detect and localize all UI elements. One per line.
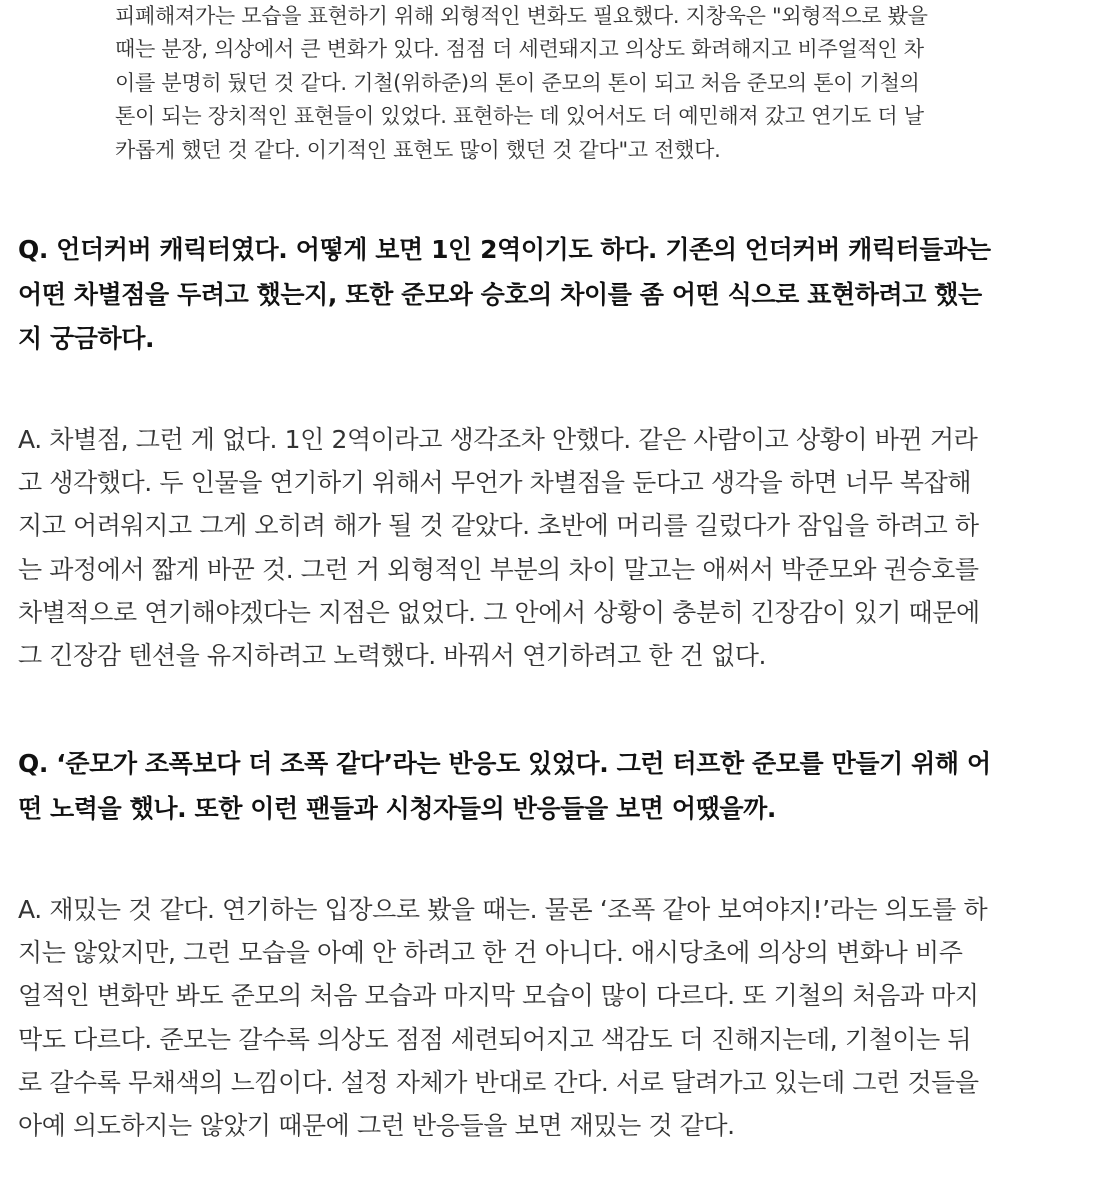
answer-line: 차별적으로 연기해야겠다는 지점은 없었다. 그 안에서 상황이 충분히 긴장감이 있기 때문에 [18, 597, 980, 627]
quote-line: 톤이 되는 장치적인 표현들이 있었다. 표현하는 데 있어서도 더 예민해져 갔고 연기도 더 날 [115, 104, 924, 129]
answer-line: 그 긴장감 텐션을 유지하려고 노력했다. 바꿔서 연기하려고 한 건 없다. [18, 641, 767, 671]
answer-line: 는 과정에서 짧게 바꾼 것. 그런 거 외형적인 부분의 차이 말고는 애써서 박준모와 권승호를 [18, 554, 979, 584]
answer-1 [18, 418, 1088, 677]
answer-2 [18, 888, 1088, 1147]
answer-line: 지고 어려워지고 그게 오히려 해가 될 것 같았다. 초반에 머리를 길렀다가 잠입을 하려고 하 [18, 511, 979, 541]
quoted-statement [115, 0, 995, 167]
answer-line: 지는 않았지만, 그런 모습을 아예 안 하려고 한 건 아니다. 애시당초에 의상의 변화나 비주 [18, 938, 963, 968]
question-line: 지 궁금하다. [18, 324, 155, 353]
question-line: 어떤 차별점을 두려고 했는지, 또한 준모와 승호의 차이를 좀 어떤 식으로 표현하려고 했는 [18, 279, 982, 309]
quote-line: 때는 분장, 의상에서 큰 변화가 있다. 점점 더 세련돼지고 의상도 화려해지고 비주얼적인 차 [115, 37, 924, 62]
quote-line: 이를 분명히 뒀던 것 같다. 기철(위하준)의 톤이 준모의 톤이 되고 처음 준모의 톤이 기철의 [115, 70, 920, 95]
answer-line: A. 차별점, 그런 게 없다. 1인 2역이라고 생각조차 안했다. 같은 사람이고 상황이 바뀐 거라 [18, 425, 978, 454]
quote-line: 카롭게 했던 것 같다. 이기적인 표현도 많이 했던 것 같다"고 전했다. [115, 137, 721, 162]
answer-line: 고 생각했다. 두 인물을 연기하기 위해서 무언가 차별점을 둔다고 생각을 하면 너무 복잡해 [18, 468, 972, 498]
quote-line: 피폐해져가는 모습을 표현하기 위해 외형적인 변화도 필요했다. 지창욱은 "외형적으로 봤을 [115, 4, 928, 28]
question-line: Q. 언더커버 캐릭터였다. 어떻게 보면 1인 2역이기도 하다. 기존의 언더커버 캐릭터들과는 [18, 235, 991, 264]
answer-line: 로 갈수록 무채색의 느낌이다. 설정 자체가 반대로 간다. 서로 달려가고 있는데 그런 것들을 [18, 1067, 979, 1097]
question-line: 떤 노력을 했나. 또한 이런 팬들과 시청자들의 반응들을 보면 어땠을까. [18, 793, 776, 823]
answer-line: 막도 다르다. 준모는 갈수록 의상도 점점 세련되어지고 색감도 더 진해지는데, 기철이는 뒤 [18, 1024, 972, 1054]
question-2 [18, 742, 1088, 831]
question-1 [18, 228, 1088, 362]
question-line: Q. ‘준모가 조폭보다 더 조폭 같다’라는 반응도 있었다. 그런 터프한 준모를 만들기 위해 어 [18, 749, 991, 778]
answer-line: A. 재밌는 것 같다. 연기하는 입장으로 봤을 때는. 물론 ‘조폭 같아 보여야지!’라는 의도를 하 [18, 895, 988, 924]
answer-line: 얼적인 변화만 봐도 준모의 처음 모습과 마지막 모습이 많이 다르다. 또 기철의 처음과 마지 [18, 981, 979, 1011]
answer-line: 아예 의도하지는 않았기 때문에 그런 반응들을 보면 재밌는 것 같다. [18, 1111, 735, 1141]
